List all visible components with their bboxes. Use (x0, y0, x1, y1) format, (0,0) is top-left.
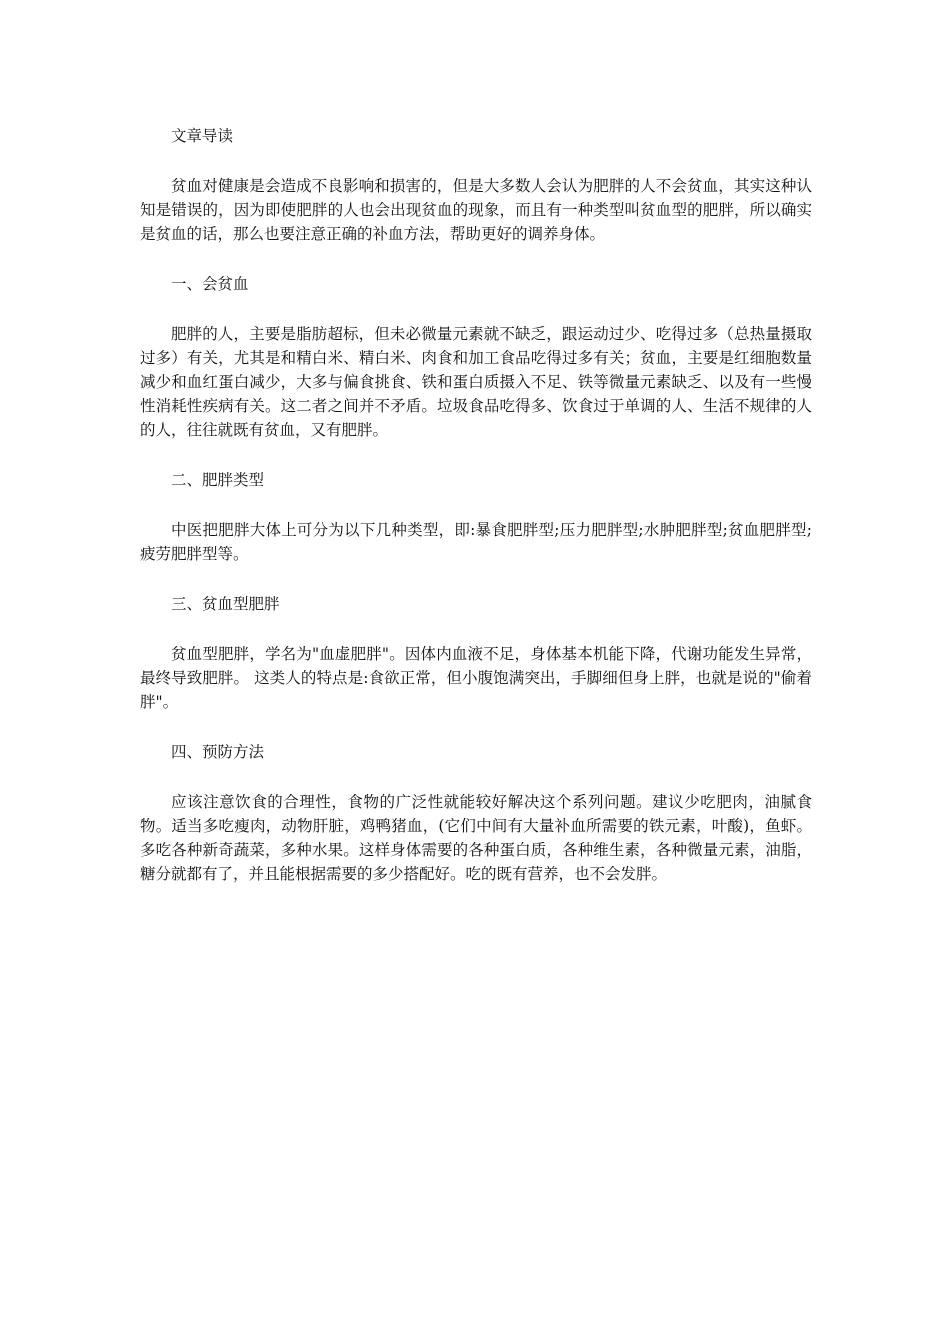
intro-paragraph: 贫血对健康是会造成不良影响和损害的，但是大多数人会认为肥胖的人不会贫血，其实这种认知是错误的，因为即使肥胖的人也会出现贫血的现象，而且有一种类型叫贫血型的肥胖，所以确实是贫血的话，那么也要注意正确的补血方法，帮助更好的调养身体。 (140, 177, 812, 243)
section-paragraph-2: 中医把肥胖大体上可分为以下几种类型，即:暴食肥胖型;压力肥胖型;水肿肥胖型;贫血肥胖型;疲劳肥胖型等。 (140, 521, 812, 563)
section-heading-1: 一、会贫血 (171, 275, 249, 293)
document-body (140, 124, 812, 912)
section-heading-3: 三、贫血型肥胖 (171, 595, 280, 613)
section-paragraph-4: 应该注意饮食的合理性，食物的广泛性就能较好解决这个系列问题。建议少吃肥肉，油腻食物。适当多吃瘦肉，动物肝脏，鸡鸭猪血，(它们中间有大量补血所需要的铁元素，叶酸)，鱼虾。多吃各种新奇蔬菜，多种水果。这样身体需要的各种蛋白质，各种维生素，各种微量元素，油脂，糖分就都有了，并且能根据需要的多少搭配好。吃的既有营养，也不会发胖。 (140, 793, 812, 883)
section-heading-4: 四、预防方法 (171, 743, 265, 761)
section-paragraph-3: 贫血型肥胖，学名为"血虚肥胖"。因体内血液不足，身体基本机能下降，代谢功能发生异常，最终导致肥胖。 这类人的特点是:食欲正常，但小腹饱满突出，手脚细但身上胖，也就是说的"偷着胖"。 (140, 645, 812, 711)
section-paragraph-1: 肥胖的人，主要是脂肪超标，但未必微量元素就不缺乏，跟运动过少、吃得过多（总热量摄取过多）有关，尤其是和精白米、精白米、肉食和加工食品吃得过多有关；贫血，主要是红细胞数量减少和血红蛋白减少，大多与偏食挑食、铁和蛋白质摄入不足、铁等微量元素缺乏、以及有一些慢性消耗性疾病有关。这二者之间并不矛盾。垃圾食品吃得多、饮食过于单调的人、生活不规律的人的人，往往就既有贫血，又有肥胖。 (140, 325, 812, 439)
intro-label: 文章导读 (171, 127, 234, 145)
section-heading-2: 二、肥胖类型 (171, 471, 265, 489)
